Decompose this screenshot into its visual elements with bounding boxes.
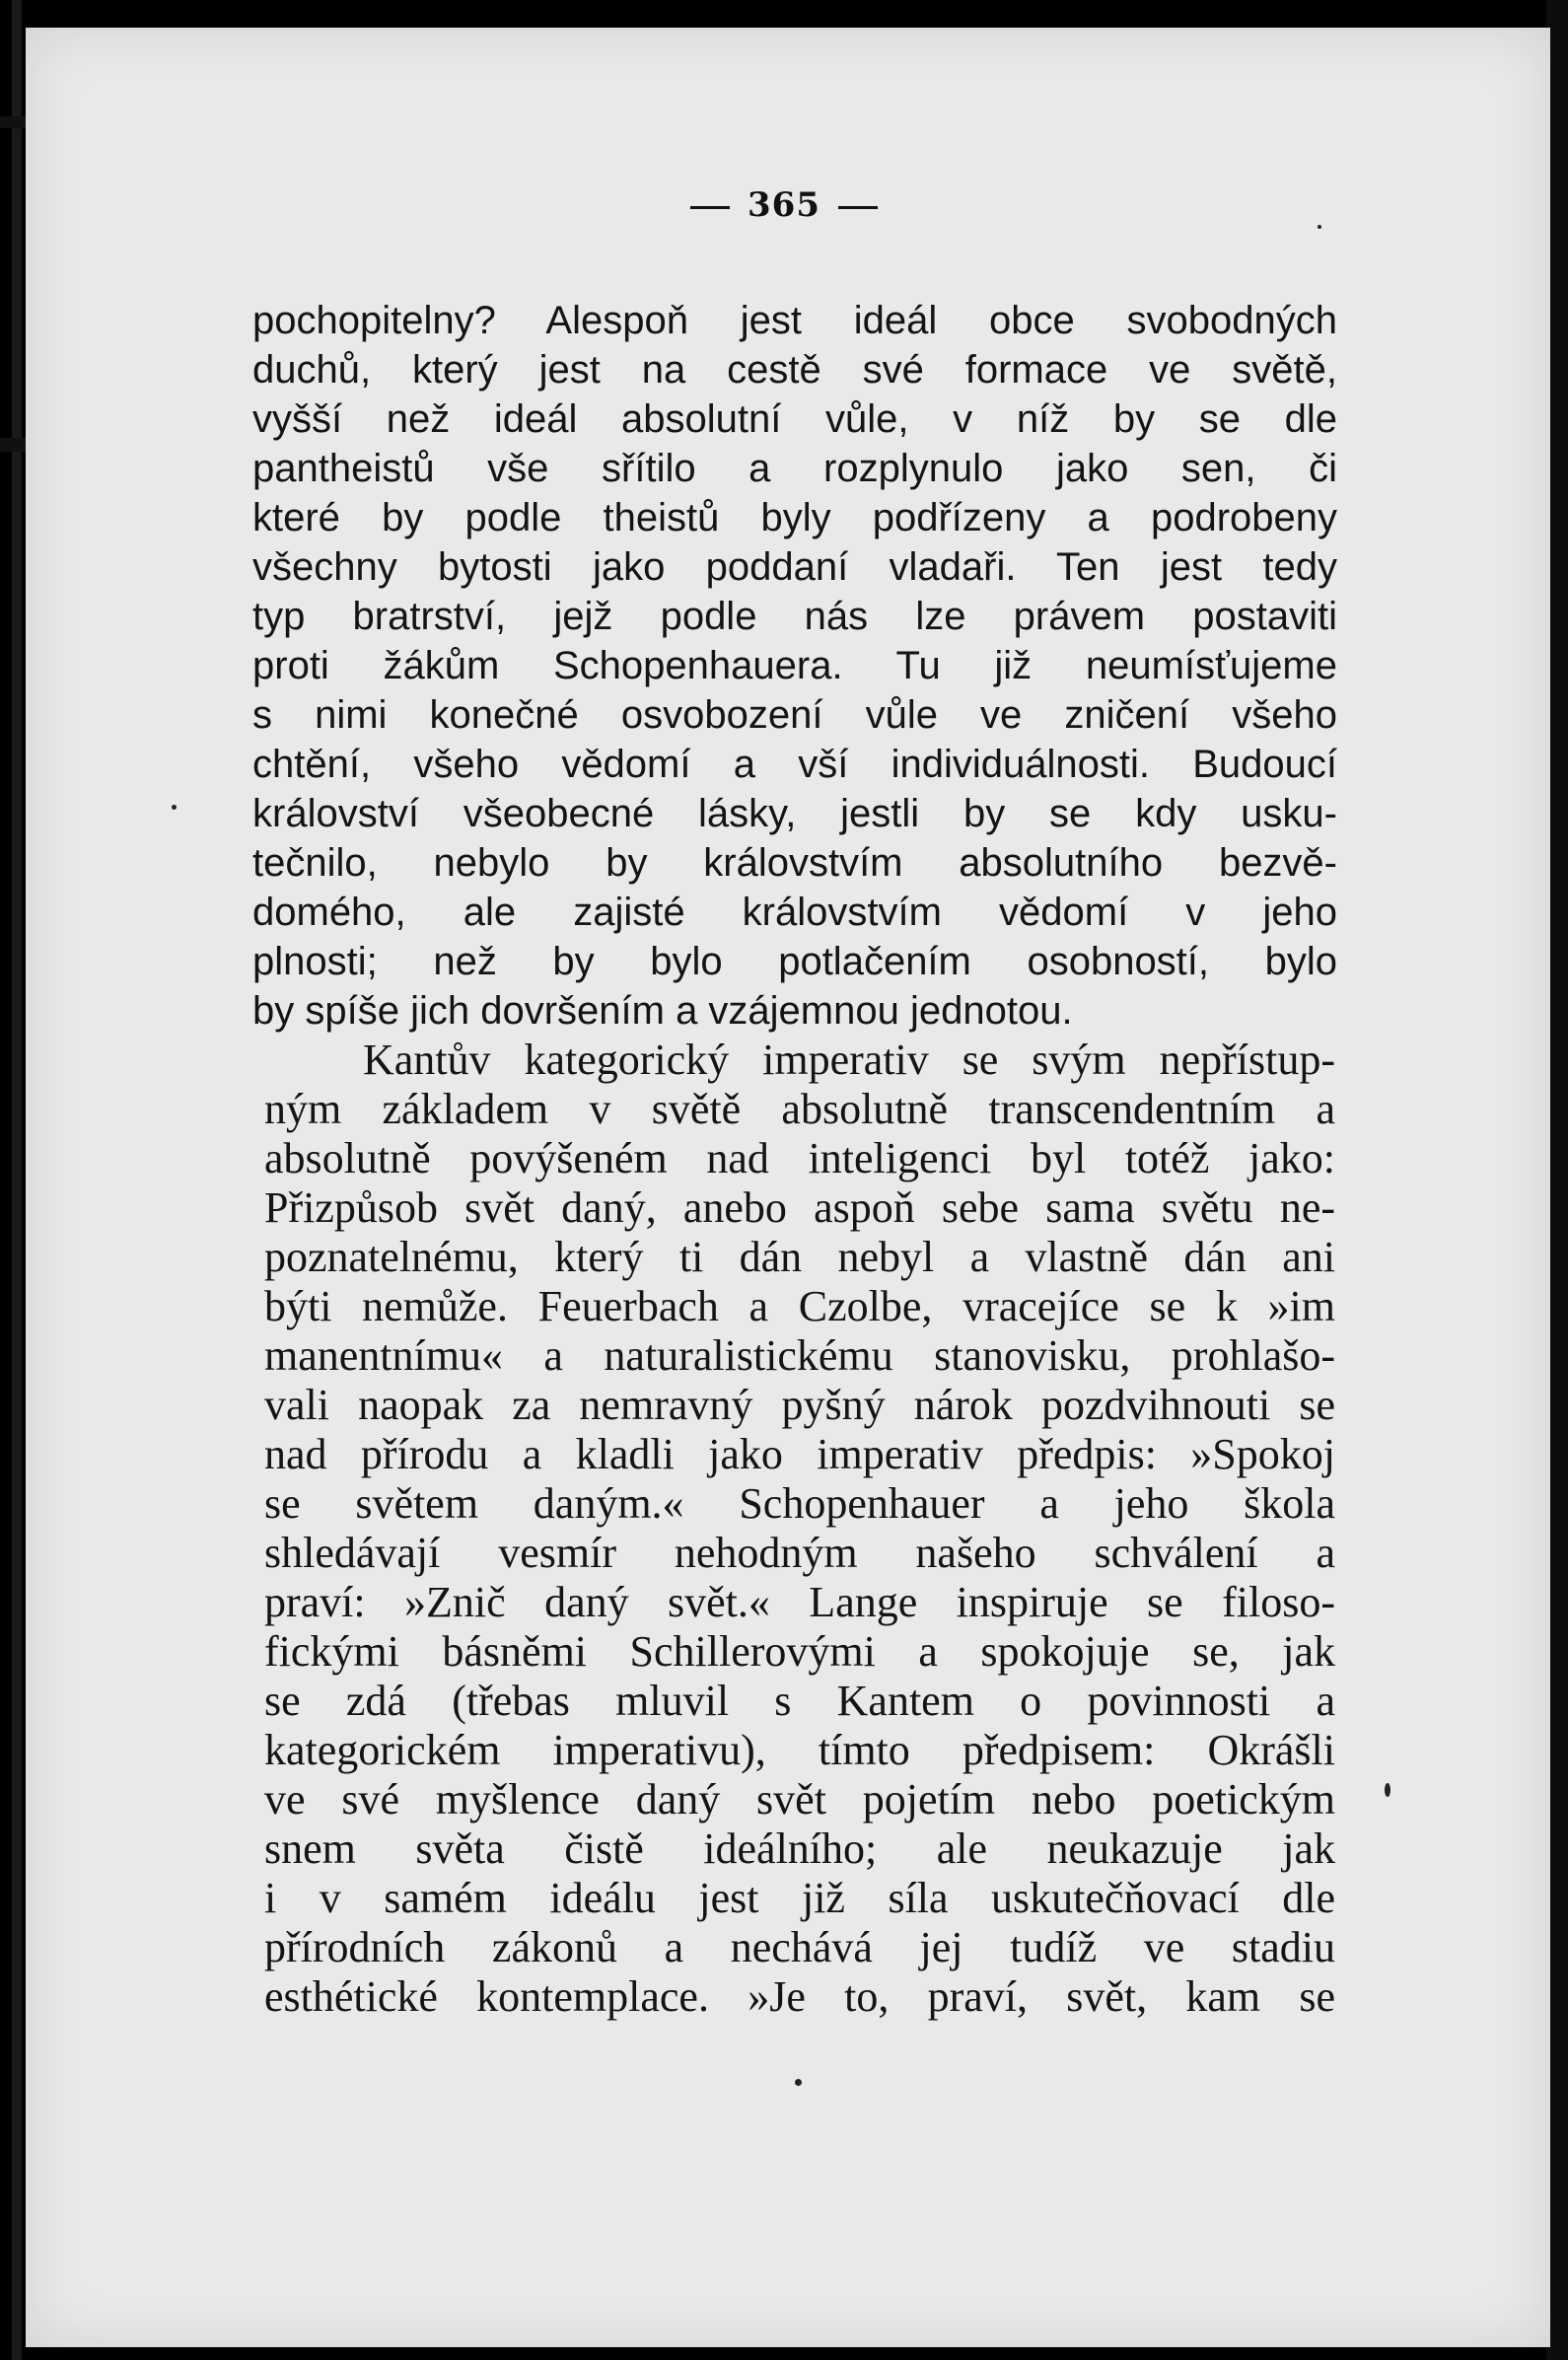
text-line: kategorickém imperativu), tímto předpisem: Okrášli [264, 1726, 1335, 1774]
text-line: typ bratrství, jejž podle nás lze právem postaviti [252, 595, 1337, 638]
scan-speck [172, 805, 177, 810]
text-line: poznatelnému, který ti dán nebyl a vlastně dán ani [264, 1233, 1335, 1281]
paragraph-2 [264, 1036, 1335, 2022]
paragraph-1 [252, 296, 1337, 1036]
text-line: království všeobecné lásky, jestli by se kdy usku- [252, 792, 1337, 835]
scan-speck [795, 2079, 802, 2086]
text-line: Kantův kategorický imperativ se svým nepřístup- [363, 1036, 1335, 1084]
text-line: nad přírodu a kladli jako imperativ předpis: »Spokoj [264, 1430, 1335, 1478]
text-line: pochopitelny? Alespoň jest ideál obce svobodných [252, 299, 1337, 342]
scan-speck [1385, 1783, 1390, 1797]
page-number-dash-left [690, 206, 730, 209]
text-line: domého, ale zajisté královstvím vědomí v jeho [252, 891, 1337, 934]
text-line: esthétické kontemplace. »Je to, praví, svět, kam se [264, 1972, 1335, 2021]
text-line: by spíše jich dovršením a vzájemnou jednotou. [252, 989, 1073, 1033]
binding-gutter [12, 0, 22, 2360]
text-line: býti nemůže. Feuerbach a Czolbe, vracejíce se k »im [264, 1282, 1335, 1330]
text-line: praví: »Znič daný svět.« Lange inspiruje se filoso- [264, 1578, 1335, 1626]
text-line: vyšší než ideál absolutní vůle, v níž by se dle [252, 397, 1337, 441]
text-line: se světem daným.« Schopenhauer a jeho škola [264, 1479, 1335, 1528]
body-text [252, 296, 1337, 2022]
text-line: absolutně povýšeném nad inteligenci byl totéž jako: [264, 1134, 1335, 1182]
text-line: chtění, všeho vědomí a vší individuálnosti. Budoucí [252, 743, 1337, 786]
text-line: proti žákům Schopenhauera. Tu již neumísťujeme [252, 644, 1337, 687]
text-line: ve své myšlence daný svět pojetím nebo poetickým [264, 1775, 1335, 1824]
text-line: snem světa čistě ideálního; ale neukazuje jak [264, 1824, 1335, 1873]
text-line: Přizpůsob svět daný, anebo aspoň sebe sama světu ne- [264, 1183, 1335, 1232]
text-line: plnosti; než by bylo potlačením osobností, bylo [252, 940, 1337, 983]
text-line: duchů, který jest na cestě své formace ve světě, [252, 348, 1337, 392]
text-line: všechny bytosti jako poddaní vladaři. Ten jest tedy [252, 545, 1337, 589]
text-line: manentnímu« a naturalistickému stanovisku, prohlašo- [264, 1331, 1335, 1380]
page-number-dash-right [838, 206, 878, 209]
text-line: shledávají vesmír nehodným našeho schválení a [264, 1529, 1335, 1577]
text-line: se zdá (třebas mluvil s Kantem o povinnosti a [264, 1677, 1335, 1725]
text-line: fickými básněmi Schillerovými a spokojuje se, jak [264, 1627, 1335, 1676]
text-line: které by podle theistů byly podřízeny a podrobeny [252, 496, 1337, 539]
text-line: přírodních zákonů a nechává jej tudíž ve stadiu [264, 1923, 1335, 1971]
scan-speck [1318, 225, 1321, 229]
text-line: s nimi konečné osvobození vůle ve zničení všeho [252, 693, 1337, 737]
page-number [0, 185, 1568, 225]
text-line: i v samém ideálu jest již síla uskutečňovací dle [264, 1874, 1335, 1922]
text-line: ným základem v světě absolutně transcendentním a [264, 1085, 1335, 1133]
text-line: vali naopak za nemravný pyšný nárok pozdvihnouti se [264, 1381, 1335, 1429]
text-line: tečnilo, nebylo by královstvím absolutního bezvě- [252, 841, 1337, 885]
page-number-value: 365 [748, 185, 820, 225]
text-line: pantheistů vše sřítilo a rozplynulo jako sen, či [252, 447, 1337, 490]
